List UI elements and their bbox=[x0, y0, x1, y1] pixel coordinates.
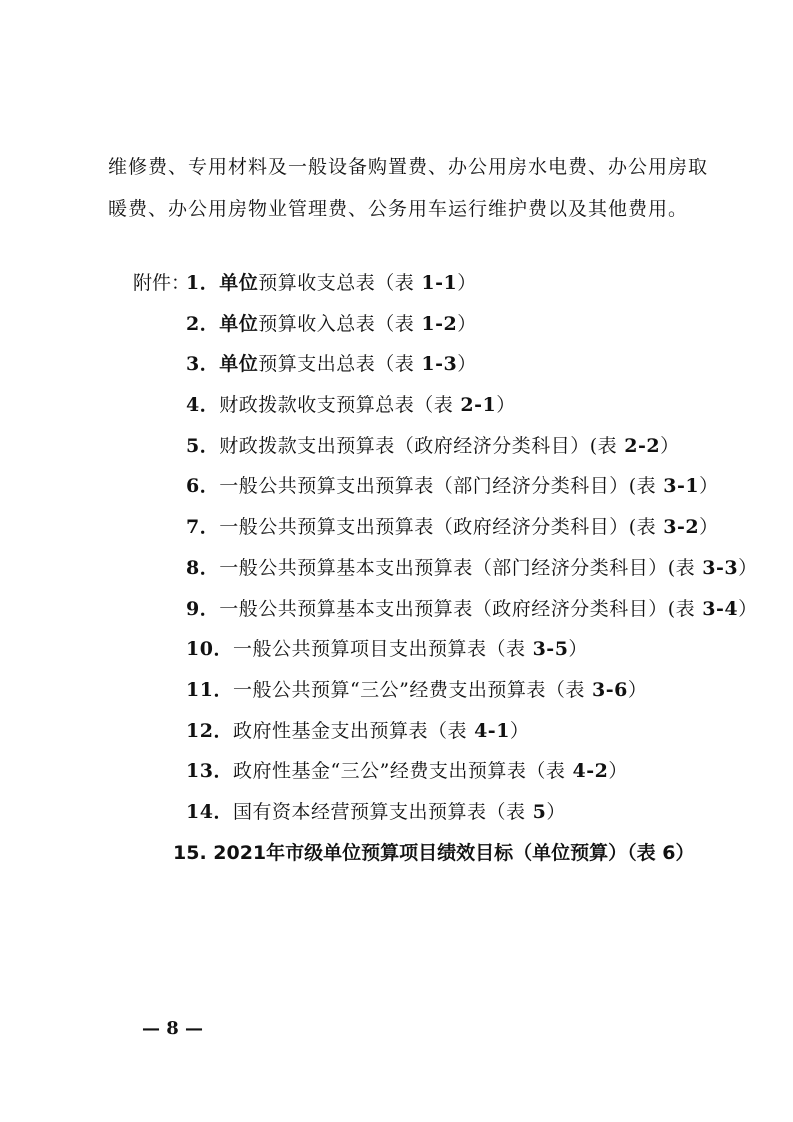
body-paragraph bbox=[108, 146, 708, 230]
attachments-list bbox=[173, 269, 758, 879]
attachment-item-7: 7．一般公共预算支出预算表（政府经济分类科目）(表 3-2） bbox=[186, 516, 719, 539]
paragraph-line-1: 维修费、专用材料及一般设备购置费、办公用房水电费、办公用房取 bbox=[108, 156, 709, 178]
paragraph-line-2: 暖费、办公用房物业管理费、公务用车运行维护费以及其他费用。 bbox=[108, 198, 689, 220]
attachment-item-13: 13．政府性基金“三公”经费支出预算表（表 4-2） bbox=[186, 760, 628, 783]
attachment-item-3: 3．单位预算支出总表（表 1-3） bbox=[186, 353, 477, 376]
attachment-item-10: 10．一般公共预算项目支出预算表（表 3-5） bbox=[186, 638, 588, 661]
attachment-item-5: 5．财政拨款支出预算表（政府经济分类科目）(表 2-2） bbox=[186, 434, 680, 457]
attachment-item-15: 15. 2021年市级单位预算项目绩效目标（单位预算）（表 6） bbox=[173, 841, 695, 864]
attachment-item-9: 9．一般公共预算基本支出预算表（政府经济分类科目）(表 3-4） bbox=[186, 597, 758, 620]
attachment-item-1: 1．单位预算收支总表（表 1-1） bbox=[186, 272, 477, 294]
attachment-item-11: 11．一般公共预算“三公”经费支出预算表（表 3-6） bbox=[186, 678, 648, 701]
attachment-item-14: 14．国有资本经营预算支出预算表（表 5） bbox=[186, 800, 566, 823]
attachment-item-4: 4．财政拨款收支预算总表（表 2-1） bbox=[186, 394, 516, 417]
attachment-item-8: 8．一般公共预算基本支出预算表（部门经济分类科目）(表 3-3） bbox=[186, 556, 758, 579]
page-number: — 8 — bbox=[142, 1018, 204, 1039]
attachment-item-12: 12．政府性基金支出预算表（表 4-1） bbox=[186, 719, 530, 742]
attachments-label: 附件： bbox=[133, 272, 191, 294]
attachment-item-2: 2．单位预算收入总表（表 1-2） bbox=[186, 312, 477, 335]
attachment-item-6: 6．一般公共预算支出预算表（部门经济分类科目）(表 3-1） bbox=[186, 475, 719, 498]
